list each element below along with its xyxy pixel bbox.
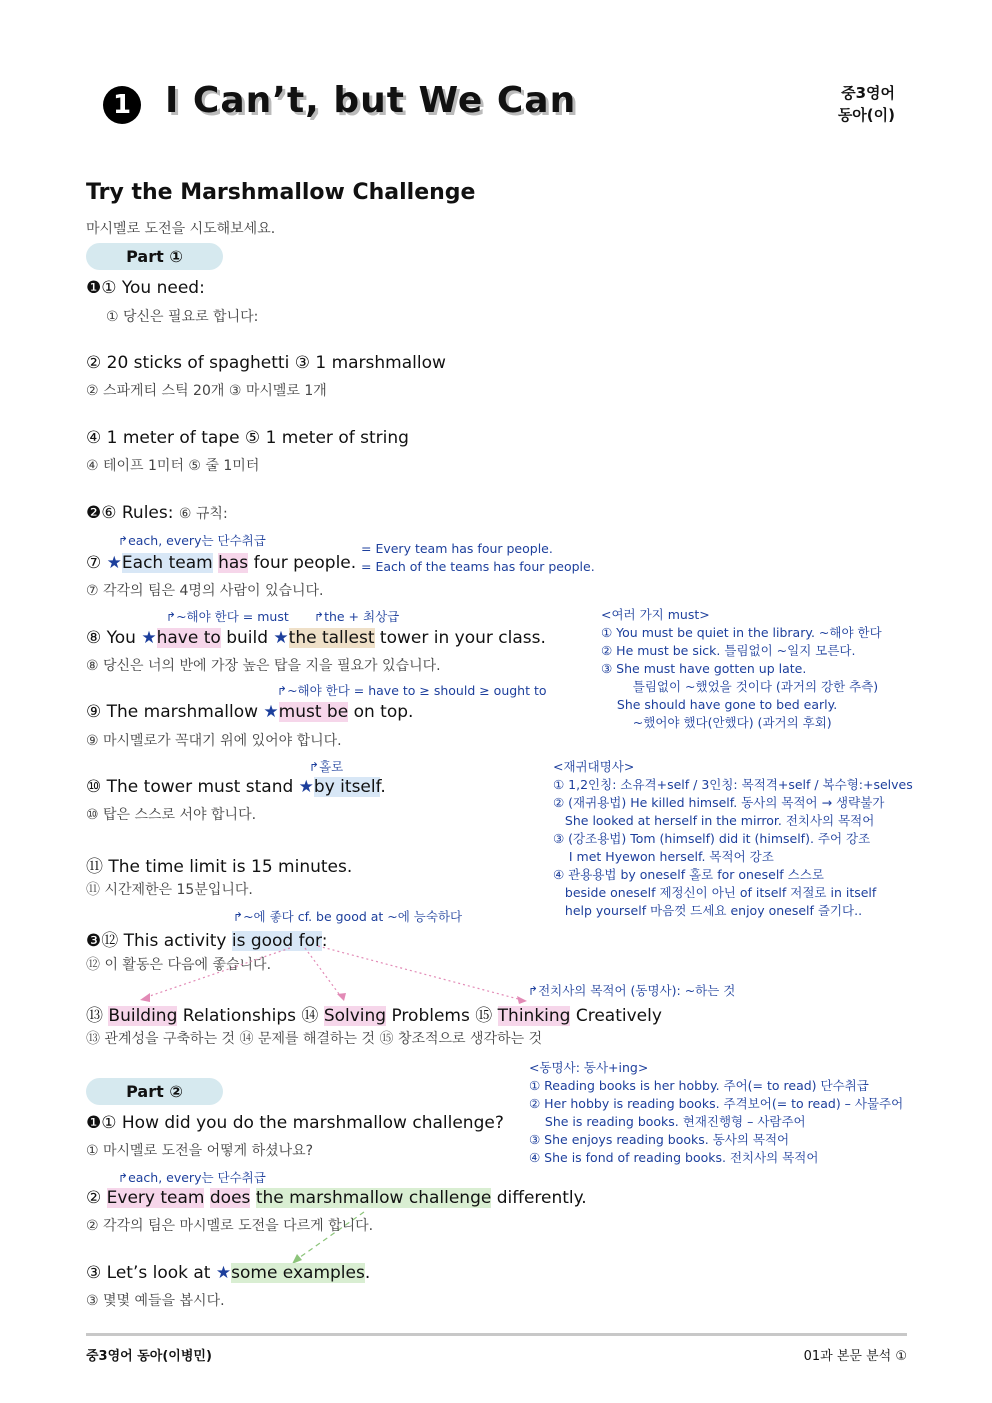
annotation-alone-text: 홀로	[319, 759, 344, 774]
part2-sentence-2-number: ②	[86, 1188, 107, 1208]
part2-sentence-2-verb: does	[209, 1188, 251, 1208]
sentence-11-number: ⑬	[86, 1006, 109, 1026]
sentence-9: ⑪ The time limit is 15 minutes.	[86, 857, 353, 877]
connector-line	[318, 946, 522, 1000]
sentence-8-start: ⑩ The tower must stand	[86, 777, 299, 797]
sentence-5-number: ⑦	[86, 553, 107, 573]
curved-arrow-icon: ↱	[528, 984, 539, 998]
part2-sentence-2-object: the marshmallow challenge	[255, 1188, 492, 1208]
sentence-6-translation: ⑧ 당신은 너의 반에 가장 높은 탑을 지을 필요가 있습니다.	[86, 658, 441, 674]
annotation-each-every-2	[118, 1168, 266, 1186]
reflexive-note-line: I met Hyewon herself. 목적어 강조	[553, 849, 774, 864]
annotation-superlative-text: the + 최상급	[324, 609, 400, 624]
part2-sentence-3-start: ③ Let’s look at	[86, 1263, 216, 1283]
sentence-5-rest: four people.	[248, 553, 357, 573]
curved-arrow-icon: ↱	[277, 684, 288, 698]
reflexive-note-line: ③ (강조용법) Tom (himself) did it (himself). 주어 강조	[553, 831, 871, 846]
connector-line	[144, 948, 290, 998]
team-equivalent-1: = Every team has four people.	[361, 541, 553, 556]
must-note-line: ~했어야 했다(안했다) (과거의 후회)	[601, 715, 832, 730]
footer-left: 중3영어 동아(이병민)	[86, 1349, 212, 1364]
curved-arrow-icon: ↱	[118, 534, 129, 548]
reflexive-note-line: ④ 관용용법 by oneself 홀로 for oneself 스스로	[553, 867, 824, 882]
annotation-gerund-object-text: 전치사의 목적어 (동명사): ~하는 것	[538, 983, 736, 998]
reflexive-note-line: She looked at herself in the mirror. 전치사의 목적어	[553, 813, 875, 828]
part2-sentence-3-end: .	[364, 1263, 371, 1283]
part2-sentence-1: ❶① How did you do the marshmallow challenge?	[86, 1113, 504, 1133]
part2-sentence-3-translation: ③ 몇몇 예들을 봅시다.	[86, 1293, 225, 1309]
sentence-4-text: ❷⑥ Rules:	[86, 503, 174, 523]
curved-arrow-icon: ↱	[118, 1171, 129, 1185]
must-note-line: She should have gone to bed early.	[601, 697, 838, 712]
part2-sentence-2-subject: Every team	[106, 1188, 205, 1208]
gerund-solving: Solving	[323, 1006, 387, 1026]
grade-line-1: 중3영어	[841, 84, 895, 102]
sentence-7-rest: on top.	[348, 702, 414, 722]
must-note-line: ③ She must have gotten up late.	[601, 661, 807, 676]
annotation-good-for-text: ~에 좋다 cf. be good at ~에 능숙하다	[243, 909, 463, 924]
sentence-7-modal: must be	[278, 702, 349, 722]
sentence-1: ❶① You need:	[86, 278, 205, 298]
sentence-5-verb: has	[218, 553, 249, 573]
must-note-line: ① You must be quiet in the library. ~해야 한다	[601, 625, 882, 640]
curved-arrow-icon: ↱	[166, 610, 177, 624]
gerund-note-line: ② Her hobby is reading books. 주격보어(= to read) – 사물주어	[529, 1096, 904, 1111]
arrowhead-icon	[337, 993, 346, 1001]
sentence-11-text: Creatively	[570, 1006, 662, 1026]
part2-sentence-2-end: differently.	[491, 1188, 587, 1208]
connector-line	[305, 948, 342, 998]
sentence-11-translation: ⑬ 관계성을 구축하는 것 ⑭ 문제를 해결하는 것 ⑮ 창조적으로 생각하는 것	[86, 1031, 543, 1047]
star-icon: ★	[298, 777, 314, 797]
sentence-3: ④ 1 meter of tape ⑤ 1 meter of string	[86, 428, 409, 448]
sentence-6-rest: tower in your class.	[374, 628, 546, 648]
sentence-8-translation: ⑩ 탑은 스스로 서야 합니다.	[86, 807, 257, 823]
gerund-note-line: ④ She is fond of reading books. 전치사의 목적어	[529, 1150, 819, 1165]
must-note-line: ② He must be sick. 틀림없이 ~일지 모른다.	[601, 643, 856, 658]
gerund-note-line: She is reading books. 현재진행형 – 사람주어	[529, 1114, 806, 1129]
sentence-11-text: Relationships ⑭	[177, 1006, 324, 1026]
annotation-each-every-text: each, every는 단수취급	[128, 533, 266, 548]
curved-arrow-icon: ↱	[233, 910, 244, 924]
team-equivalent-2: = Each of the teams has four people.	[361, 559, 595, 574]
grade-line-2: 동아(이)	[837, 106, 895, 124]
sentence-10-idiom: is good for	[231, 931, 322, 951]
sentence-8-end: .	[380, 777, 386, 797]
sentence-5-translation: ⑦ 각각의 팀은 4명의 사람이 있습니다.	[86, 583, 324, 599]
title-number-badge: 1	[103, 86, 141, 124]
sentence-6-superlative: the tallest	[288, 628, 375, 648]
gerund-note-line: <동명사: 동사+ing>	[529, 1060, 649, 1075]
sentence-2: ② 20 sticks of spaghetti ③ 1 marshmallow	[86, 353, 446, 373]
annotation-gerund-object	[528, 981, 735, 999]
section-title-translation: 마시멜로 도전을 시도해보세요.	[86, 221, 276, 237]
reflexive-note-line: <재귀대명사>	[553, 759, 635, 774]
footer-right: 01과 본문 분석 ①	[803, 1349, 907, 1364]
reflexive-note-line: help yourself 마음껏 드세요 enjoy oneself 즐기다..	[553, 903, 863, 918]
gerund-note-line: ① Reading books is her hobby. 주어(= to read) 단수취급	[529, 1078, 869, 1093]
gerund-building: Building	[108, 1006, 178, 1026]
page-title: I Can’t, but We Can	[165, 80, 577, 121]
sentence-6-verb: build	[220, 628, 274, 648]
sentence-4-translation: ⑥ 규칙:	[178, 506, 228, 522]
part2-sentence-1-translation: ① 마시멜로 도전을 어떻게 하셨나요?	[86, 1143, 314, 1159]
sentence-6-modal: have to	[156, 628, 221, 648]
sentence-7-translation: ⑨ 마시멜로가 꼭대기 위에 있어야 합니다.	[86, 733, 342, 749]
part2-sentence-3-object: some examples	[231, 1263, 365, 1283]
annotation-each-every-2-text: each, every는 단수취급	[128, 1170, 266, 1185]
sentence-10-start: ❸⑫ This activity	[86, 931, 232, 951]
star-icon: ★	[106, 553, 122, 573]
star-icon: ★	[263, 702, 279, 722]
sentence-5-subject: Each team	[121, 553, 213, 573]
part2-sentence-2-space	[250, 1188, 255, 1208]
part2-sentence-2-translation: ② 각각의 팀은 마시멜로 도전을 다르게 합니다.	[86, 1218, 374, 1234]
section-title: Try the Marshmallow Challenge	[86, 180, 476, 205]
sentence-3-translation: ④ 테이프 1미터 ⑤ 줄 1미터	[86, 458, 260, 474]
curved-arrow-icon: ↱	[314, 610, 325, 624]
part2-sentence-3	[86, 1263, 370, 1283]
sentence-11-text: Problems ⑮	[386, 1006, 498, 1026]
reflexive-note-line: beside oneself 제정신이 아닌 of itself 저절로 in itself	[553, 885, 877, 900]
gerund-note-line: ③ She enjoys reading books. 동사의 목적어	[529, 1132, 790, 1147]
part-1-label: Part ①	[86, 243, 223, 270]
star-icon: ★	[273, 628, 289, 648]
reflexive-note-line: ② (재귀용법) He killed himself. 동사의 목적어 → 생략불가	[553, 795, 885, 810]
gerund-note	[529, 1059, 903, 1167]
sentence-8-idiom: by itself	[313, 777, 381, 797]
sentence-7-start: ⑨ The marshmallow	[86, 702, 264, 722]
annotation-must-scale-text: ~해야 한다 = have to ≥ should ≥ ought to	[287, 683, 547, 698]
gerund-thinking: Thinking	[497, 1006, 571, 1026]
must-note-line: <여러 가지 must>	[601, 607, 710, 622]
sentence-1-translation: ① 당신은 필요로 합니다:	[106, 309, 259, 325]
sentence-6-start: ⑧ You	[86, 628, 142, 648]
sentence-9-translation: ⑪ 시간제한은 15분입니다.	[86, 882, 253, 898]
star-icon: ★	[215, 1263, 232, 1283]
curved-arrow-icon: ↱	[309, 760, 320, 774]
footer-divider	[86, 1333, 907, 1336]
annotation-must-text: ~해야 한다 = must	[176, 609, 289, 624]
sentence-2-translation: ② 스파게티 스틱 20개 ③ 마시멜로 1개	[86, 383, 327, 399]
sentence-10-translation: ⑫ 이 활동은 다음에 좋습니다.	[86, 957, 272, 973]
reflexive-note-line: ① 1,2인칭: 소유격+self / 3인칭: 목적격+self / 복수형:+selves	[553, 777, 913, 792]
part-2-label: Part ②	[86, 1078, 223, 1105]
part2-sentence-2	[86, 1188, 587, 1208]
must-note-line: 틀림없이 ~했었을 것이다 (과거의 강한 추측)	[601, 679, 879, 694]
sentence-11	[86, 1001, 662, 1026]
sentence-10-end: :	[321, 931, 328, 951]
star-icon: ★	[141, 628, 157, 648]
